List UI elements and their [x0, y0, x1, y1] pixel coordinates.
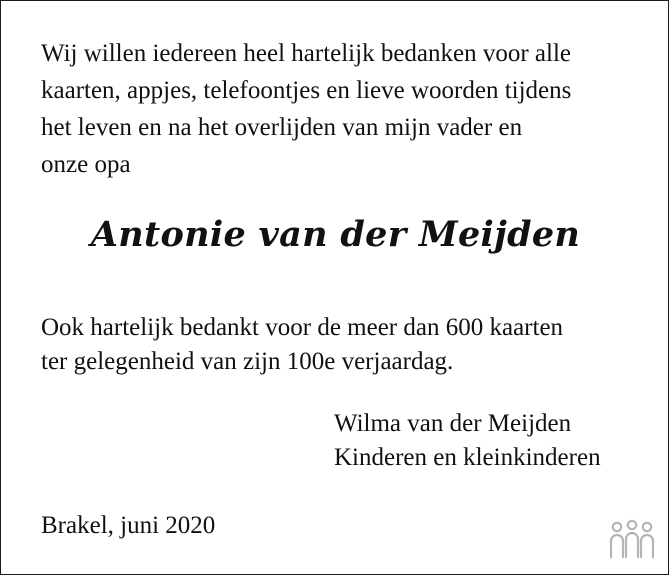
intro-line: het leven en na het overlijden van mijn vader en: [41, 114, 523, 141]
intro-line: onze opa: [41, 151, 131, 178]
thanks-line: Ook hartelijk bedankt voor de meer dan 600 kaarten: [41, 314, 564, 341]
thanks-line: ter gelegenheid van zijn 100e verjaardag.: [41, 348, 454, 375]
intro-text: [41, 35, 641, 183]
intro-line: kaarten, appjes, telefoontjes en lieve woorden tijdens: [41, 77, 572, 104]
signatories: [334, 407, 654, 475]
people-group-icon: [609, 519, 655, 561]
deceased-name: Antonie van der Meijden: [90, 214, 581, 255]
signatory: Kinderen en kleinkinderen: [334, 444, 601, 471]
intro-line: Wij willen iedereen heel hartelijk bedanken voor alle: [41, 40, 572, 67]
signatory: Wilma van der Meijden: [334, 410, 572, 437]
thanks-text: [41, 311, 641, 379]
place-date: Brakel, juni 2020: [41, 512, 216, 539]
